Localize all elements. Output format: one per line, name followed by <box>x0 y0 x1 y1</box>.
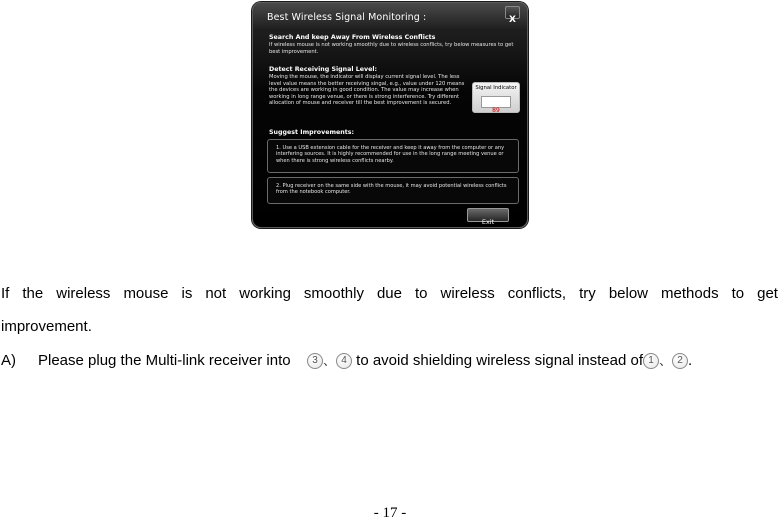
suggestion-text-2: 2. Plug receiver on the same side with the mouse, it may avoid potential wireless conflicts from the notebook computer. <box>276 183 507 196</box>
section-text-signal-level: Moving the mouse, the indicator will display current signal level. The less level value means the better receiving singal, e.g., value under 120 means the devices are working in good condition. The value may increase when working in long range venue, or there is strong interference. Try different allocation of mouse and receiver till the best improvement is secured. <box>269 74 465 107</box>
section-text-conflicts: If wireless mouse is not working smoothly due to wireless conflicts, try below measures to get best improvement. <box>269 42 514 55</box>
item-a-label: A) <box>1 352 16 369</box>
para-word: is <box>181 285 193 302</box>
para-word: wireless <box>440 285 495 302</box>
port-4-icon: 4 <box>336 353 352 369</box>
signal-indicator <box>472 82 520 113</box>
dialog-titlebar <box>253 3 527 31</box>
section-heading-conflicts: Search And keep Away From Wireless Conflicts <box>269 34 436 41</box>
signal-indicator-label: Signal Indicator <box>475 85 517 91</box>
port-3-icon: 3 <box>307 353 323 369</box>
item-a-end: . <box>688 352 693 369</box>
close-icon: X <box>509 15 516 25</box>
section-heading-improvements: Suggest Improvements: <box>269 129 355 136</box>
para-word: to <box>415 285 428 302</box>
suggestion-box-1 <box>267 139 519 173</box>
para-word: not <box>205 285 227 302</box>
suggestion-text-1: 1. Use a USB extension cable for the receiver and keep it away from the computer or any interfering sources. It is highly recommended for use in the long range meeting venue or when there is strong wireless conflicts nearby. <box>276 145 505 164</box>
item-a-text-1: Please plug the Multi-link receiver into <box>38 352 291 369</box>
close-button[interactable] <box>505 6 520 25</box>
signal-value: 89 <box>492 107 500 114</box>
para-word: to <box>731 285 745 302</box>
item-a-line <box>38 352 692 370</box>
paragraph-line-2: improvement. <box>1 318 92 335</box>
separator: 、 <box>322 353 336 368</box>
para-word: working <box>239 285 291 302</box>
page-number: - 17 - <box>373 505 407 521</box>
exit-button-label: Exit <box>481 218 495 226</box>
port-2-icon: 2 <box>672 353 688 369</box>
para-word: below <box>608 285 649 302</box>
para-word: try <box>579 285 596 302</box>
signal-monitor-dialog <box>252 2 528 228</box>
paragraph-line-1 <box>1 285 778 303</box>
dialog-title: Best Wireless Signal Monitoring : <box>267 12 427 23</box>
para-word: mouse <box>123 285 169 302</box>
separator: 、 <box>659 353 673 368</box>
section-heading-signal-level: Detect Receiving Signal Level: <box>269 66 378 73</box>
para-word: get <box>757 285 778 302</box>
para-word: methods <box>661 285 719 302</box>
para-word: If <box>1 285 10 302</box>
exit-button[interactable] <box>467 208 509 226</box>
para-word: the <box>22 285 44 302</box>
signal-value-field <box>481 96 511 114</box>
para-word: due <box>376 285 402 302</box>
para-word: smoothly <box>303 285 364 302</box>
port-1-icon: 1 <box>643 353 659 369</box>
para-word: conflicts, <box>507 285 567 302</box>
suggestion-box-2 <box>267 177 519 204</box>
item-a-text-2: to avoid shielding wireless signal instead of <box>356 352 643 369</box>
para-word: wireless <box>56 285 111 302</box>
